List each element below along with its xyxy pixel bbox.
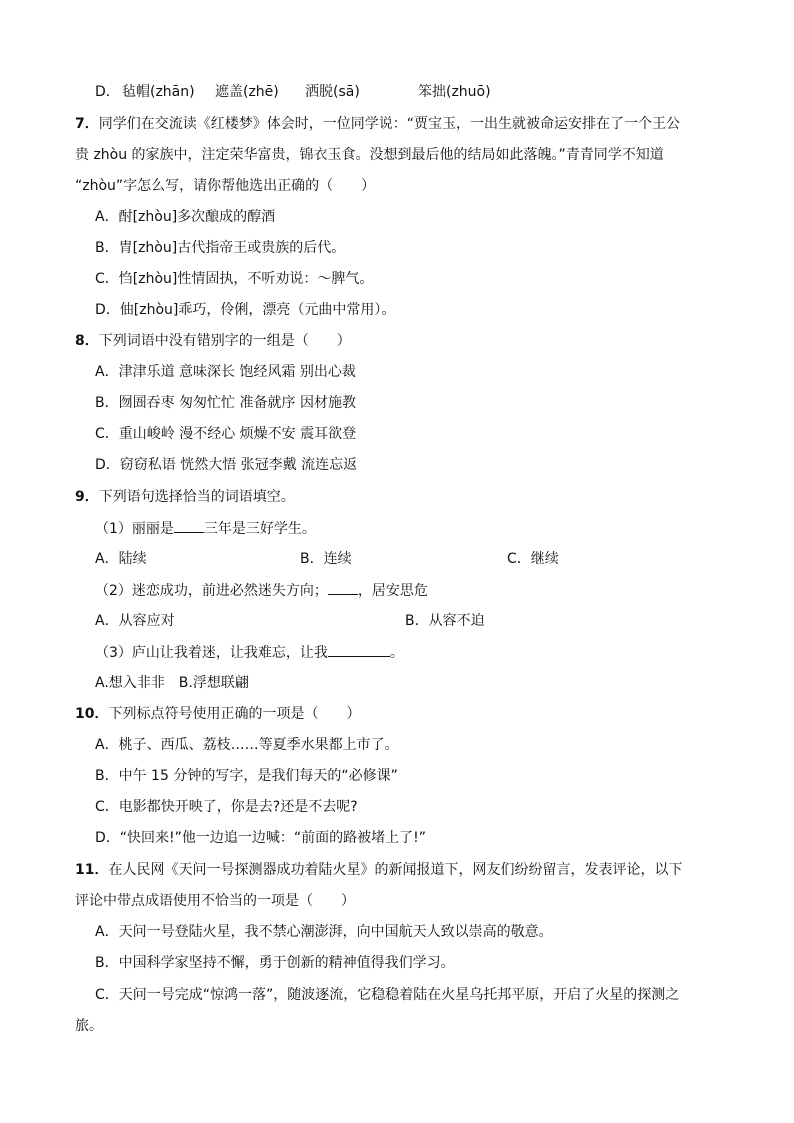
q7-option-d: D．伷[zhòu]乖巧，伶俐，漂亮（元曲中常用）。 bbox=[95, 302, 396, 318]
q7-stem-line-2: 贵 zhòu 的家族中，注定荣华富贵，锦衣玉食。没想到最后他的结局如此落魄。”青青同学不知道 bbox=[75, 147, 664, 163]
q6-word-2: 遮盖(zhē) bbox=[215, 84, 279, 100]
q8-option-b: B．囫圄吞枣 匆匆忙忙 准备就序 因材施教 bbox=[95, 395, 356, 411]
q9-sub-3 bbox=[95, 642, 404, 663]
q9-sub-1-pre: （1）丽丽是 bbox=[95, 521, 174, 537]
q7-text-1: 同学们在交流读《红楼梦》体会时，一位同学说：“贾宝玉，一出生就被命运安排在了一个王公 bbox=[98, 116, 681, 132]
q6-option-d bbox=[95, 82, 120, 102]
q9-text: 下列语句选择恰当的词语填空。 bbox=[98, 489, 295, 505]
q11-text-1: 在人民网《天问一号探测器成功着陆火星》的新闻报道下，网友们纷纷留言，发表评论，以下 bbox=[108, 862, 683, 878]
q9-sub-2-option-b: B．从容不迫 bbox=[405, 613, 485, 629]
q10-stem bbox=[75, 704, 360, 724]
q10-number: 10． bbox=[75, 706, 109, 722]
q9-sub-3-options: A.想入非非 B.浮想联翩 bbox=[95, 675, 249, 691]
q9-stem bbox=[75, 487, 295, 507]
q7-stem-line-1 bbox=[75, 114, 680, 134]
q9-blank-3[interactable] bbox=[328, 642, 390, 657]
q8-option-a: A．津津乐道 意味深长 饱经风霜 别出心裁 bbox=[95, 364, 356, 380]
q9-sub-2-option-a: A．从容应对 bbox=[95, 613, 175, 629]
q10-option-c: C．电影都快开映了，你是去?还是不去呢? bbox=[95, 799, 358, 815]
q11-option-a: A．天问一号登陆火星，我不禁心潮澎湃，向中国航天人致以崇高的敬意。 bbox=[95, 924, 553, 940]
q9-blank-2[interactable] bbox=[328, 580, 358, 595]
q10-option-a: A．桃子、西瓜、荔枝……等夏季水果都上市了。 bbox=[95, 737, 399, 753]
q10-option-d: D．“快回来!”他一边追一边喊：“前面的路被堵上了!” bbox=[95, 830, 427, 846]
q7-option-c: C．㤘[zhòu]性情固执，不听劝说：～脾气。 bbox=[95, 271, 374, 287]
q6-option-d-label: D． bbox=[95, 84, 120, 100]
q9-blank-1[interactable] bbox=[174, 518, 204, 533]
q11-option-c-line-1: C．天问一号完成“惊鸿一落”，随波逐流，它稳稳着陆在火星乌托邦平原，开启了火星的探测之 bbox=[95, 987, 680, 1003]
q8-text: 下列词语中没有错别字的一组是（ ） bbox=[98, 333, 351, 349]
q9-number: 9． bbox=[75, 489, 99, 505]
q7-option-b: B．胄[zhòu]古代指帝王或贵族的后代。 bbox=[95, 240, 346, 256]
q8-option-c: C．重山峻岭 漫不经心 烦燥不安 震耳欲登 bbox=[95, 426, 357, 442]
q11-number: 11． bbox=[75, 862, 109, 878]
q10-text: 下列标点符号使用正确的一项是（ ） bbox=[108, 706, 361, 722]
q7-number: 7． bbox=[75, 116, 99, 132]
q9-sub-1 bbox=[95, 518, 316, 539]
q9-sub-2 bbox=[95, 580, 428, 601]
q11-stem-line-2: 评论中带点成语使用不恰当的一项是（ ） bbox=[75, 893, 355, 909]
q11-stem-line-1 bbox=[75, 860, 682, 880]
q9-sub-1-option-c: C．继续 bbox=[507, 551, 559, 567]
q7-option-a: A．酎[zhòu]多次酿成的醇酒 bbox=[95, 209, 276, 225]
q10-option-b: B．中午 15 分钟的写字，是我们每天的“必修课” bbox=[95, 768, 398, 784]
q6-word-4: 笨拙(zhuō) bbox=[418, 84, 491, 100]
q11-option-c-line-2: 旅。 bbox=[75, 1018, 103, 1034]
q9-sub-1-option-b: B．连续 bbox=[300, 551, 352, 567]
q9-sub-1-option-a: A．陆续 bbox=[95, 551, 147, 567]
q8-option-d: D．窃窃私语 恍然大悟 张冠李戴 流连忘返 bbox=[95, 457, 358, 473]
q9-sub-1-post: 三年是三好学生。 bbox=[203, 521, 316, 537]
q9-sub-2-pre: （2）迷恋成功，前进必然迷失方向； bbox=[95, 583, 328, 599]
q9-sub-3-post: 。 bbox=[389, 645, 404, 661]
q11-option-b: B．中国科学家坚持不懈，勇于创新的精神值得我们学习。 bbox=[95, 955, 455, 971]
q9-sub-3-pre: （3）庐山让我着迷，让我难忘，让我 bbox=[95, 645, 328, 661]
q8-stem bbox=[75, 331, 351, 351]
q6-word-1: 毡帽(zhān) bbox=[122, 84, 195, 100]
q8-number: 8． bbox=[75, 333, 99, 349]
q7-stem-line-3: “zhòu”字怎么写，请你帮他选出正确的（ ） bbox=[75, 178, 376, 194]
q9-sub-2-post: ，居安思危 bbox=[357, 583, 428, 599]
q6-word-3: 洒脱(sā) bbox=[305, 84, 360, 100]
